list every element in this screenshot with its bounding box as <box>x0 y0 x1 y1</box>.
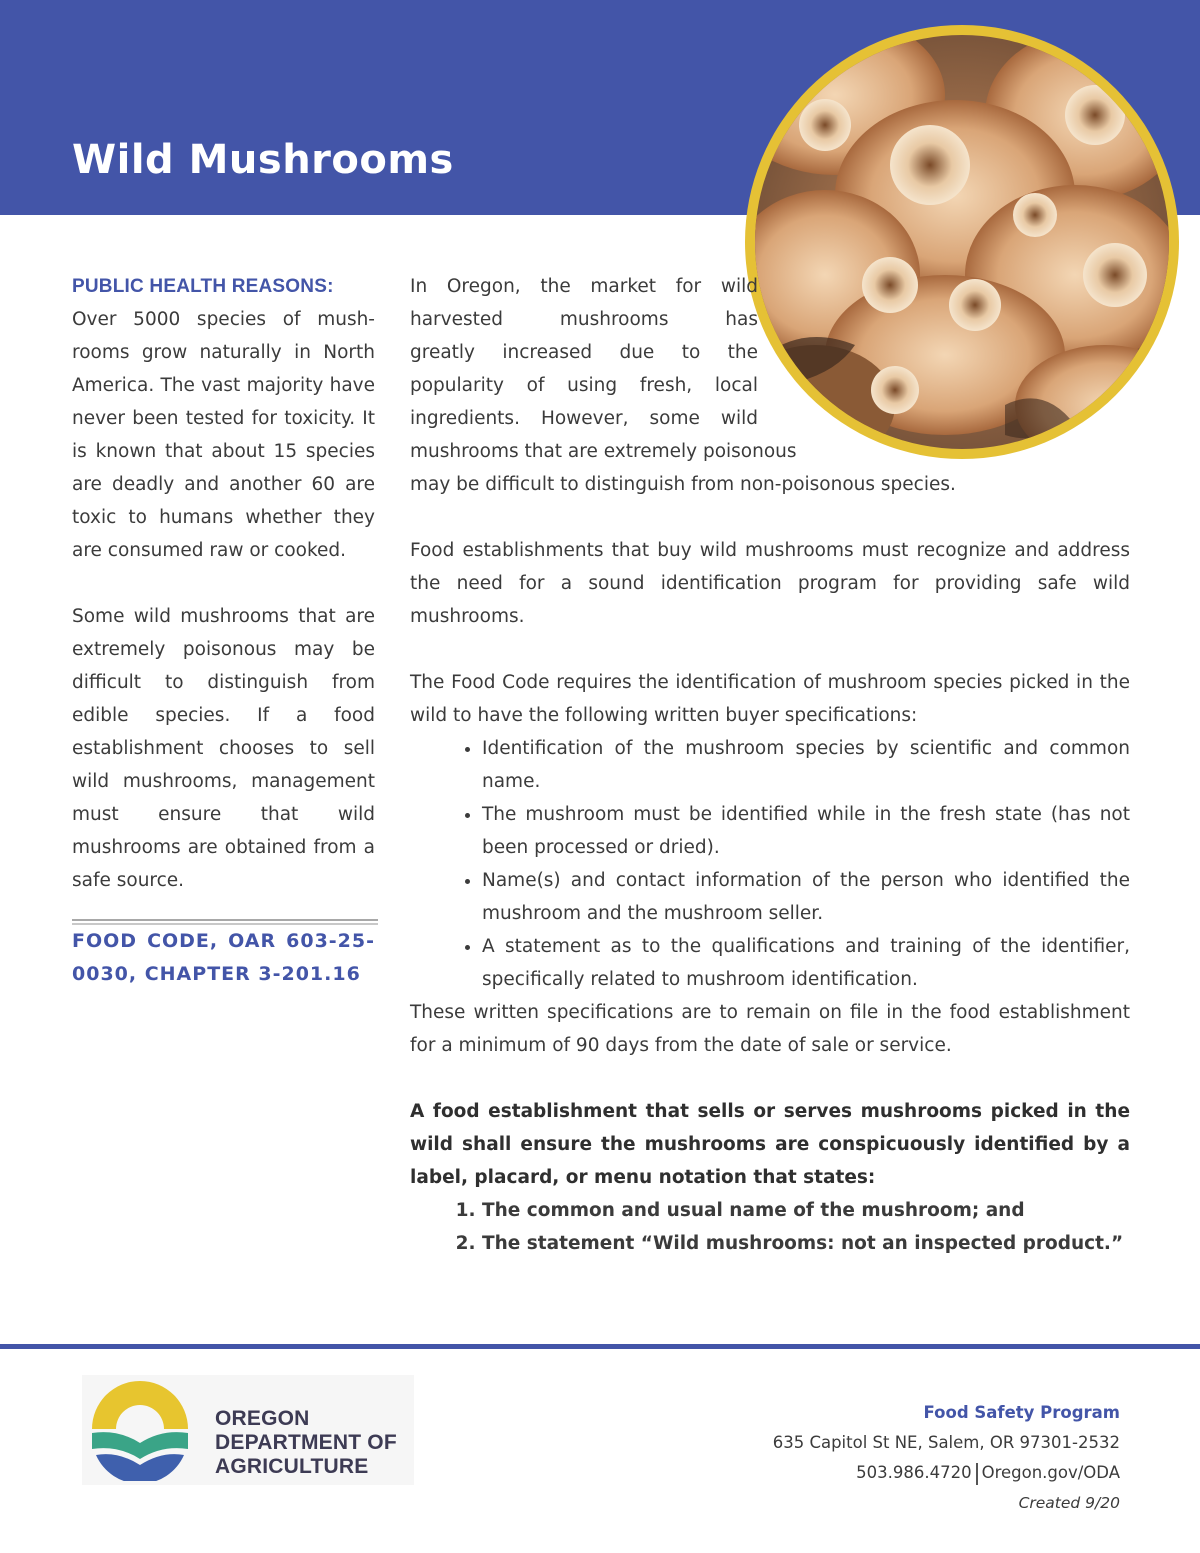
intro-line: greatly increased due to the <box>410 342 758 363</box>
label-requirements-list <box>410 1194 1130 1260</box>
oda-logo-icon <box>88 1381 192 1481</box>
intro-paragraph <box>410 270 1130 501</box>
food-code-requirements-para: The Food Code requires the identification of mushroom species picked in the wild to have the following written buyer specifications: <box>410 672 1130 726</box>
buyer-specifications-list <box>410 732 1130 996</box>
list-item: • Identification of the mushroom species by scientific and common name. <box>482 732 1130 798</box>
public-health-heading: PUBLIC HEALTH REASONS: <box>72 276 334 297</box>
logo-line: DEPARTMENT OF <box>215 1431 397 1454</box>
food-code-reference: FOOD CODE, OAR 603-25-0030, CHAPTER 3-201.16 <box>72 930 375 985</box>
logo-line: OREGON <box>215 1407 310 1430</box>
oda-logo-text <box>215 1407 415 1479</box>
main-column <box>410 270 1130 1260</box>
footer-rule <box>0 1344 1200 1349</box>
list-item: 2. The statement “Wild mushrooms: not an inspected product.” <box>482 1227 1130 1260</box>
intro-line: mushrooms that are extremely poisonous <box>410 441 797 462</box>
records-retention-para: These written specifications are to remain on file in the food establishment for a minimum of 90 days from the date of sale or service. <box>410 1002 1130 1056</box>
public-health-para-1: Over 5000 species of mush-rooms grow naturally in North America. The vast majority have never been tested for toxicity. It is known that about 15 species are deadly and another 60 are toxic to humans whether they are consumed raw or cooked. <box>72 309 375 561</box>
list-item: • A statement as to the qualifications and training of the identifier, specifically related to mushroom identification. <box>482 930 1130 996</box>
list-item: 1. The common and usual name of the mushroom; and <box>482 1194 1130 1227</box>
list-item: • The mushroom must be identified while in the fresh state (has not been processed or dried). <box>482 798 1130 864</box>
phone-web-line <box>773 1458 1120 1488</box>
labeling-requirement-para: A food establishment that sells or serves mushrooms picked in the wild shall ensure the mushrooms are conspicuously identified by a label, placard, or menu notation that states: <box>410 1101 1130 1188</box>
left-column <box>72 270 375 991</box>
intro-line: In Oregon, the market for wild <box>410 276 758 297</box>
logo-line: AGRICULTURE <box>215 1455 369 1478</box>
public-health-para-2: Some wild mushrooms that are extremely poisonous may be difficult to distinguish from edible species. If a food establishment chooses to sell wild mushrooms, management must ensure that wild mushrooms are obtained from a safe source. <box>72 606 375 891</box>
website-link[interactable]: Oregon.gov/ODA <box>981 1463 1120 1482</box>
intro-line: may be difficult to distinguish from non-poisonous species. <box>410 474 956 495</box>
intro-line: harvested mushrooms has <box>410 309 758 330</box>
oda-logo <box>82 1375 414 1485</box>
separator <box>976 1463 978 1485</box>
created-date: Created 9/20 <box>1018 1494 1120 1512</box>
contact-block <box>773 1398 1120 1518</box>
identification-program-para: Food establishments that buy wild mushrooms must recognize and address the need for a sound identification program for providing safe wild mushrooms. <box>410 540 1130 627</box>
list-item: • Name(s) and contact information of the person who identified the mushroom and the mushroom seller. <box>482 864 1130 930</box>
program-name: Food Safety Program <box>923 1403 1120 1422</box>
intro-line: ingredients. However, some wild <box>410 408 758 429</box>
intro-line: popularity of using fresh, local <box>410 375 758 396</box>
address: 635 Capitol St NE, Salem, OR 97301-2532 <box>772 1433 1120 1452</box>
page-title: Wild Mushrooms <box>72 137 454 183</box>
phone: 503.986.4720 <box>856 1463 972 1482</box>
